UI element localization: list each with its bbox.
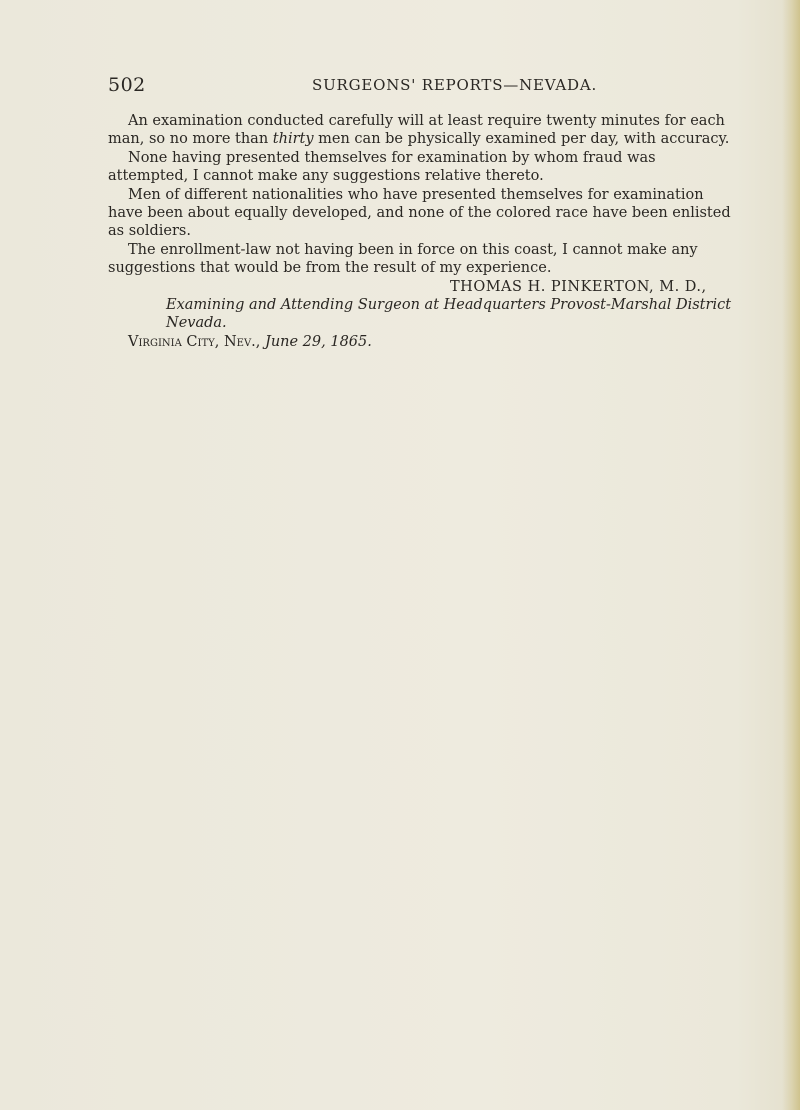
paragraph-examination-time xyxy=(108,112,740,149)
page-header xyxy=(108,74,708,98)
running-head: SURGEONS' REPORTS—NEVADA. xyxy=(312,76,598,94)
paragraph-text: men can be physically examined per day, with accuracy. xyxy=(313,131,730,148)
date: June 29, 1865. xyxy=(265,333,372,350)
signature-name: THOMAS H. PINKERTON, M. D., xyxy=(450,278,707,295)
signature-title: Examining and Attending Surgeon at Headquarters Provost-Marshal District Nevada. xyxy=(166,297,732,332)
paragraph-text: An examination conducted carefully will at least require twenty minutes for each man, so no more than xyxy=(108,113,725,148)
page-edge-shading xyxy=(782,0,800,1110)
place-and-date xyxy=(108,333,740,351)
paragraph-nationalities: Men of different nationalities who have presented themselves for examination have been about equally developed, and none of the colored race have been enlisted as soldiers. xyxy=(108,186,731,240)
emphasis-thirty: thirty xyxy=(272,131,314,148)
report-body xyxy=(108,112,740,351)
page-number: 502 xyxy=(108,74,146,96)
place: Virginia City, Nev., xyxy=(128,333,261,350)
paragraph-enrollment-law: The enrollment-law not having been in force on this coast, I cannot make any suggestions that would be from the result of my experience. xyxy=(108,241,698,277)
paragraph-fraud: None having presented themselves for examination by whom fraud was attempted, I cannot make any suggestions relative thereto. xyxy=(108,149,656,185)
